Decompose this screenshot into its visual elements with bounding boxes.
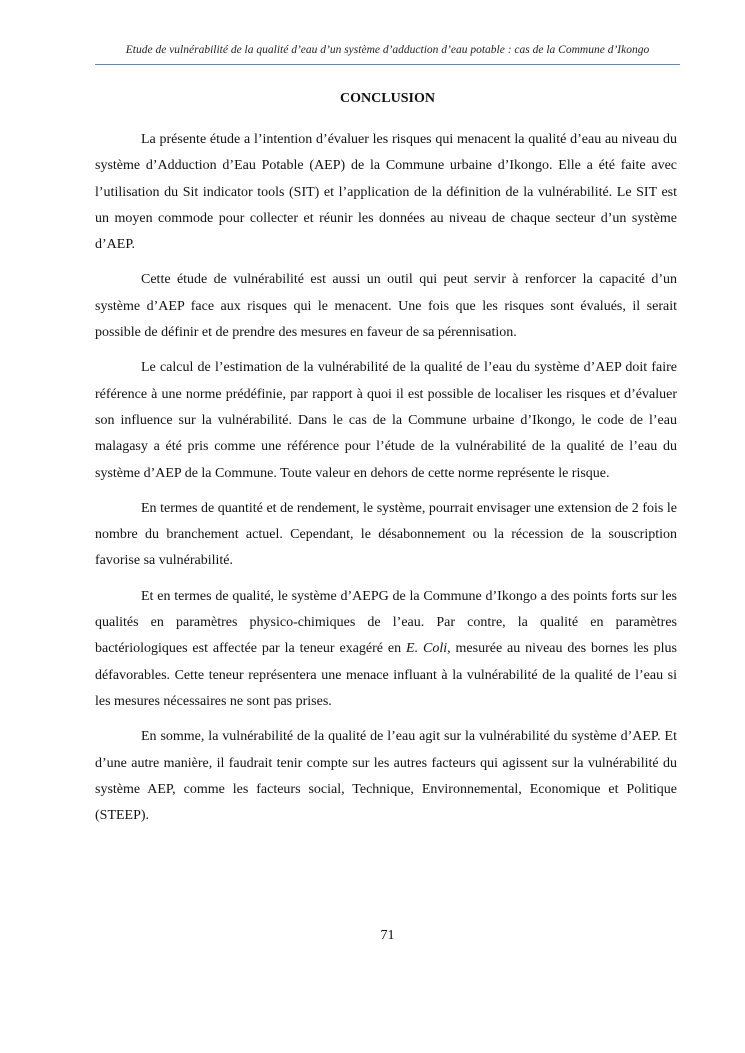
paragraph-intro: La présente étude a l’intention d’évaluer les risques qui menacent la qualité d’eau au niveau du système d’Adduction d’Eau Potable (AEP) de la Commune urbaine d’Ikongo. Elle a été faite avec l’utilisation du Sit indicator tools (SIT) et l’application de la définition de la vulnérabilité. Le SIT est un moyen commode pour collecter et réunir les données au niveau de chaque secteur d’un système d’AEP. [95, 132, 677, 253]
paragraph-quality-part-1: Et en termes de qualité, le système d’AEPG de la Commune d’Ikongo a des points forts sur les qualités en paramètres physico-chimiques de l’eau. Par contre, la qualité en paramètres bactériologiques est affectée par la teneur exagéré en [95, 588, 677, 657]
paragraph-tool-purpose: Cette étude de vulnérabilité est aussi un outil qui peut servir à renforcer la capacité d’un système d’AEP face aux risques qui le menacent. Une fois que les risques sont évalués, il serait possible de définir et de prendre des mesures en faveur de sa pérennisation. [95, 272, 677, 341]
header-divider [95, 64, 680, 65]
paragraph-norm-reference: Le calcul de l’estimation de la vulnérabilité de la qualité de l’eau du système d’AEP doit faire référence à une norme prédéfinie, par rapport à quoi il est possible de localiser les risques et d’évaluer son influence sur la vulnérabilité. Dans le cas de la Commune urbaine d’Ikongo, le code de l’eau malagasy a été pris comme une référence pour l’étude de la vulnérabilité de la qualité de l’eau du système d’AEP de la Commune. Toute valeur en dehors de cette norme représente le risque. [95, 360, 677, 481]
body-text [95, 127, 677, 838]
paragraph-quality [95, 584, 677, 715]
species-name-ecoli: E. Coli, [406, 641, 451, 657]
section-title: CONCLUSION [340, 91, 435, 106]
paragraph-summary: En somme, la vulnérabilité de la qualité de l’eau agit sur la vulnérabilité du système d’AEP. Et d’une autre manière, il faudrait tenir compte sur les autres facteurs qui agissent sur la vulnérabilité du système AEP, comme les facteurs social, Technique, Environnemental, Economique et Politique (STEEP). [95, 729, 677, 824]
paragraph-quantity: En termes de quantité et de rendement, le système, pourrait envisager une extension de 2 fois le nombre du branchement actuel. Cependant, le désabonnement ou la récession de la souscription favorise sa vulnérabilité. [95, 500, 677, 569]
page-number: 71 [380, 928, 395, 943]
running-header: Etude de vulnérabilité de la qualité d’eau d’un système d’adduction d’eau potable : cas de la Commune d’Ikongo [125, 44, 650, 56]
paragraph-quality-part-2: mesurée au niveau des bornes les plus défavorables. Cette teneur représentera une menace influant à la vulnérabilité de la qualité de l’eau si les mesures nécessaires ne sont pas prises. [95, 641, 677, 709]
